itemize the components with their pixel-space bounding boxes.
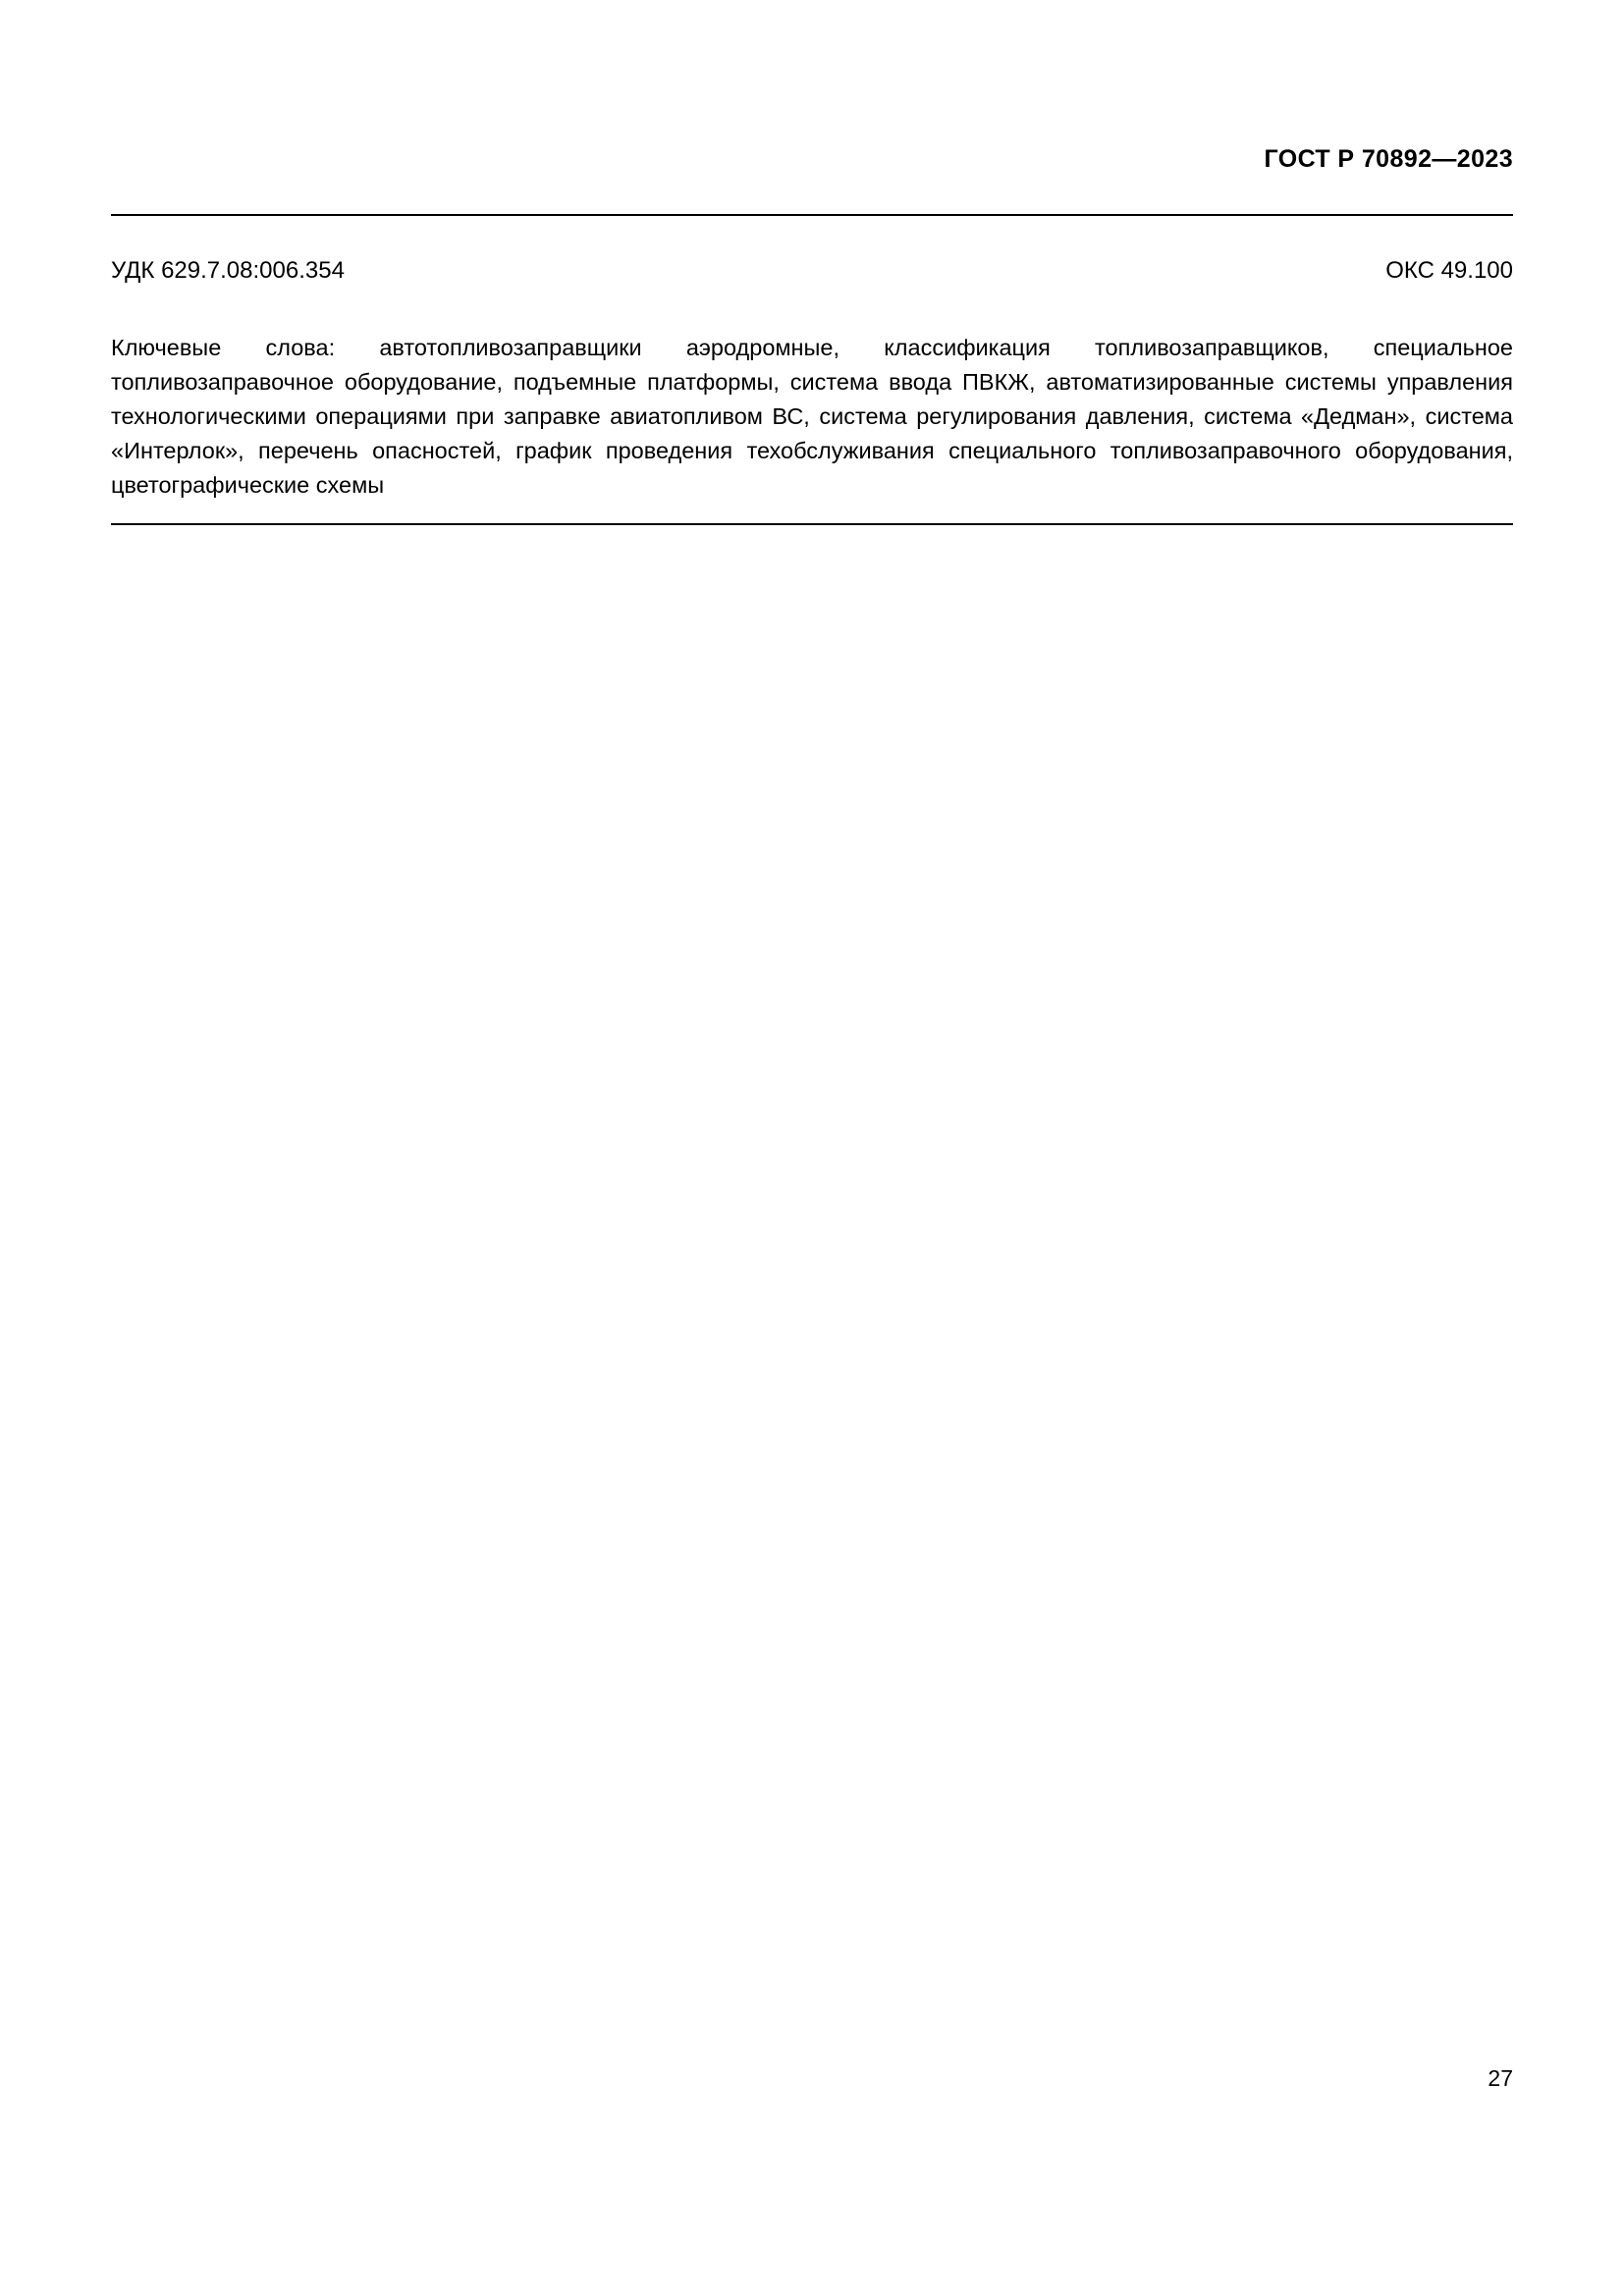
- header-divider-top: [111, 214, 1513, 216]
- standard-number: ГОСТ Р 70892—2023: [1264, 145, 1513, 173]
- keywords-paragraph: Ключевые слова: автотопливозаправщики аэродромные, классификация топливозаправщиков, специальное топливозаправочное оборудование, подъемные платформы, система ввода ПВКЖ, автоматизированные системы управления технологическими операциями при заправке авиатопливом ВС, система регулирования давления, система «Дедман», система «Интерлок», перечень опасностей, график проведения техобслуживания специального топливозаправочного оборудования, цветографические схемы: [111, 335, 1513, 498]
- document-header: [111, 145, 1513, 174]
- page-number: 27: [1488, 2065, 1513, 2091]
- udc-code: УДК 629.7.08:006.354: [111, 257, 345, 284]
- oks-code: ОКС 49.100: [1385, 257, 1513, 284]
- keywords-divider-bottom: [111, 523, 1513, 525]
- classification-codes-row: [111, 257, 1513, 285]
